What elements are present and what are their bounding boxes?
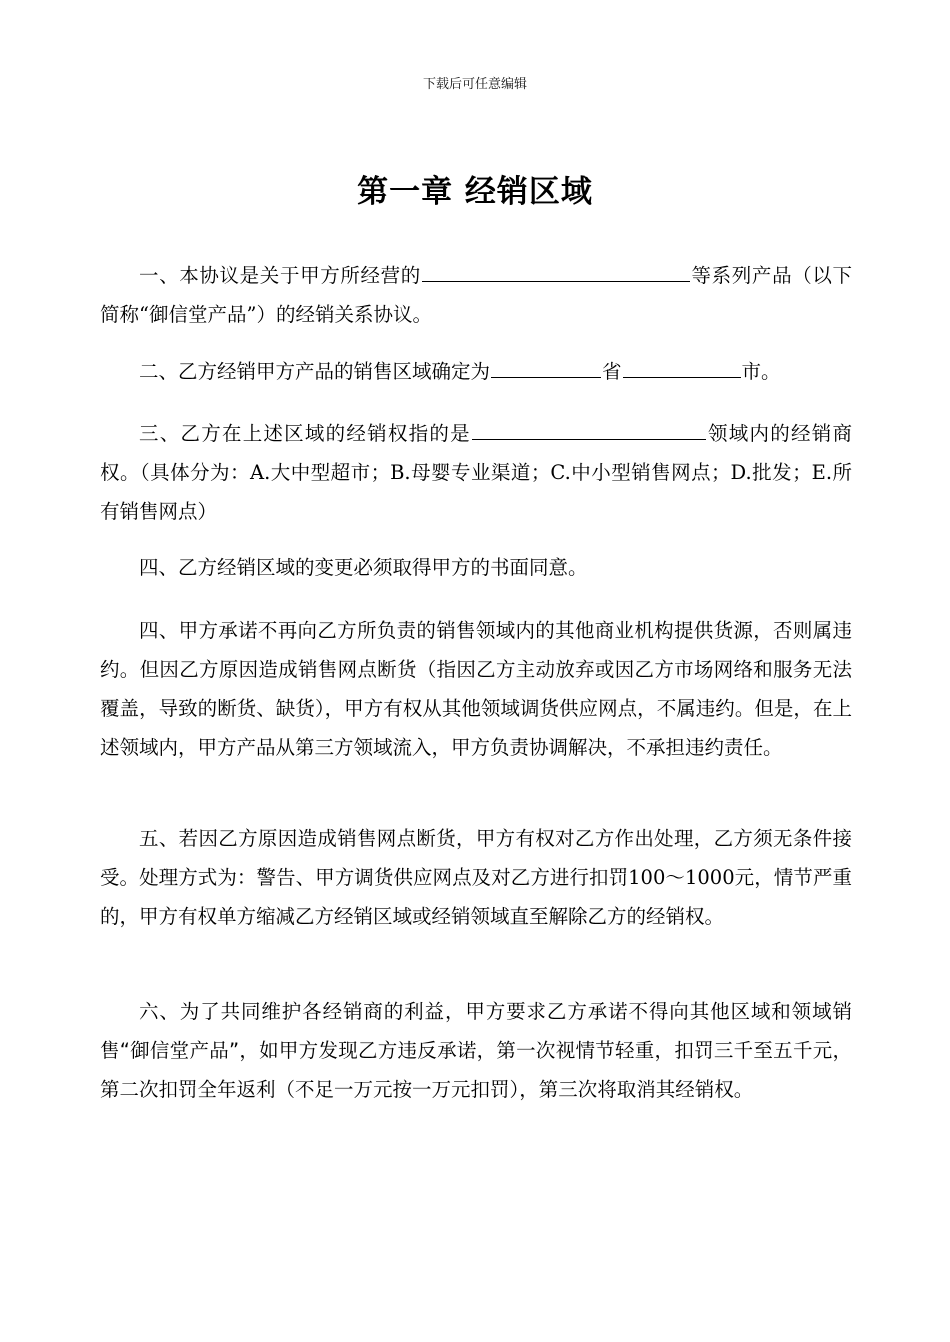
province-blank [491,355,601,378]
channel-blank [472,417,706,440]
clause-5 [100,819,852,936]
header-note: 下载后可任意编辑 [422,77,527,92]
clause-2-city-label: 市。 [741,360,781,383]
clause-1-text-before: 一、本协议是关于甲方所经营的 [139,264,421,287]
clause-2-text-before: 二、乙方经销甲方产品的销售区域确定为 [139,360,491,383]
clause-3-text-after: 领域内的经销商权。（具体分为：A.大中型超市；B.母婴专业渠道；C.中小型销售网点；D.批发；E.所有销售网点） [100,422,852,523]
clause-2 [100,352,852,391]
clause-2-province-label: 省 [602,360,622,383]
clause-6-text: 为了共同维护各经销商的利益，甲方要求乙方承诺不得向其他区域和领域销售“御信堂产品”，如甲方发现乙方违反承诺，第一次视情节轻重，扣罚三千至五千元，第二次扣罚全年返利（不足一万元按一万元扣罚），第三次将取消其经销权。 [100,1000,852,1101]
clause-4a: 四、乙方经销区域的变更必须取得甲方的书面同意。 [139,556,588,579]
product-name-blank [422,259,690,282]
clause-5-text-serif: 五、若因乙方原因造成销售网点断货，甲方有权对乙方作出处理，乙方须无条件接受。处理方式为：警告、甲方调货供应网点及对乙方进行扣罚100～1000元， [100,827,852,889]
chapter-title: 第一章 经销区域 [357,174,593,210]
clause-3 [100,414,852,531]
clause-6 [100,992,852,1109]
clause-6-number: 六、 [139,1000,180,1023]
clause-5-text-sans: 情节严重的，甲方有权单方缩减乙方经销区域或经销领域直至解除乙方的经销权。 [100,866,852,928]
clause-3-text-before: 三、乙方在上述区域的经销权指的是 [139,422,471,445]
clause-1-text-after: 等系列产品（以下简称“御信堂产品”）的经销关系协议。 [100,264,852,326]
clause-1 [100,256,852,334]
city-blank [623,355,741,378]
clause-4b: 四、甲方承诺不再向乙方所负责的销售领域内的其他商业机构提供货源，否则属违约。但因乙方原因造成销售网点断货（指因乙方主动放弃或因乙方市场网络和服务无法覆盖，导致的断货、缺货），甲方有权从其他领域调货供应网点，不属违约。但是，在上述领域内，甲方产品从第三方领域流入，甲方负责协调解决，不承担违约责任。 [100,619,852,759]
